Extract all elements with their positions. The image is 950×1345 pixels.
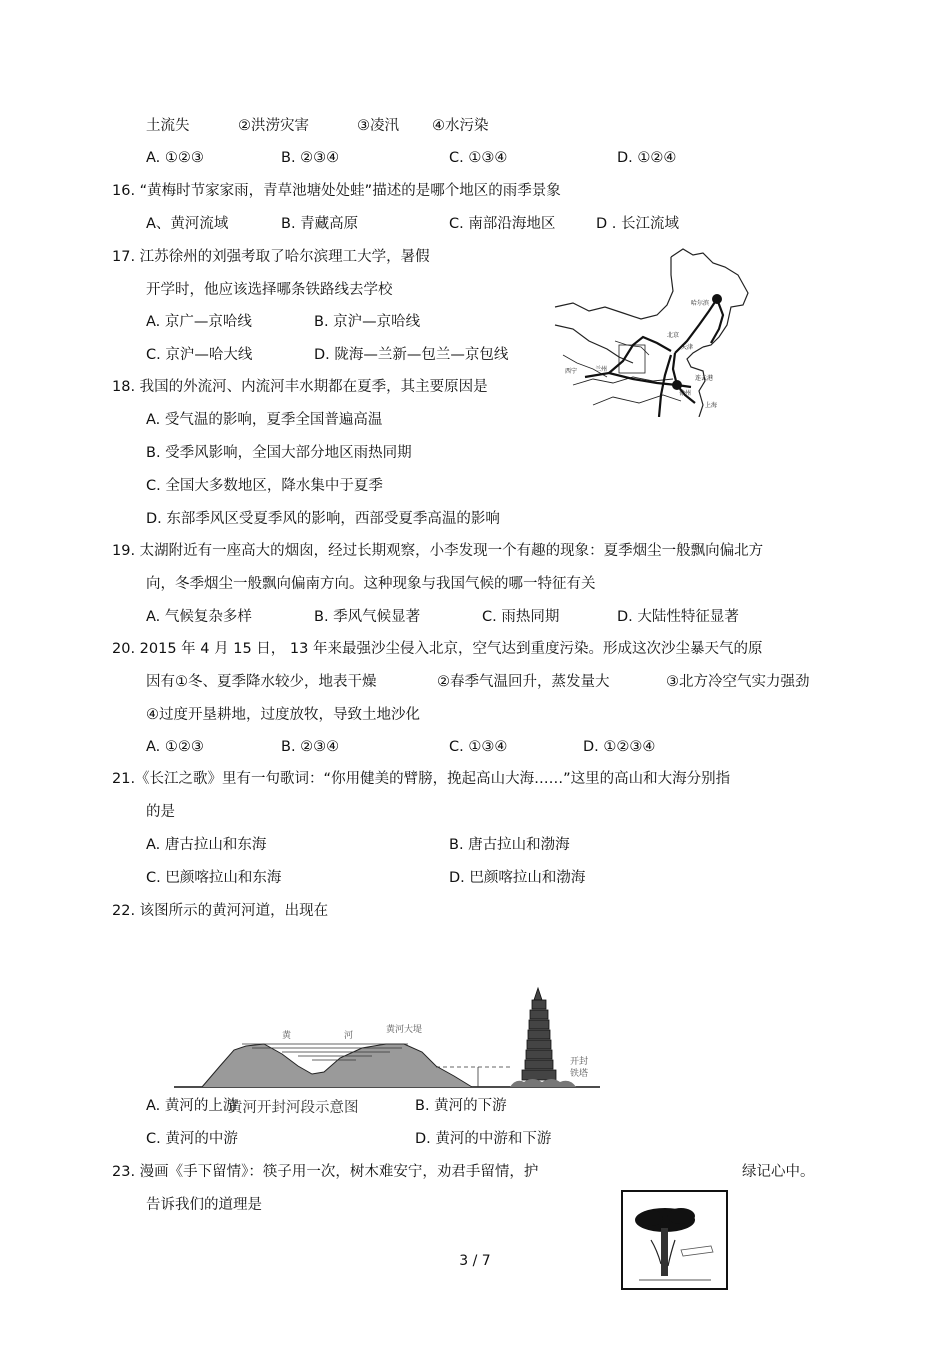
q22-stem: 22. 该图所示的黄河河道，出现在 xyxy=(112,903,329,919)
q15-item-2: ②洪涝灾害 xyxy=(238,118,309,134)
q21-option-c[interactable]: C. 巴颜喀拉山和东海 xyxy=(146,870,282,886)
q16-option-c[interactable]: C. 南部沿海地区 xyxy=(449,216,556,232)
north-border xyxy=(555,257,673,319)
q20-option-c[interactable]: C. ①③④ xyxy=(449,739,508,755)
q16-option-b[interactable]: B. 青藏高原 xyxy=(281,216,359,232)
q21-option-a[interactable]: A. 唐古拉山和东海 xyxy=(146,837,267,853)
coast-line xyxy=(687,347,705,417)
xuzhou-marker xyxy=(672,380,682,390)
q15-item-3: ③凌汛 xyxy=(357,118,399,134)
q17-option-d[interactable]: D. 陇海—兰新—包兰—京包线 xyxy=(314,347,509,363)
railway-map-figure xyxy=(553,245,753,417)
yellow-river-diagram xyxy=(172,986,604,1092)
q15-option-c[interactable]: C. ①③④ xyxy=(449,150,508,166)
q17-option-a[interactable]: A. 京广—京哈线 xyxy=(146,314,252,330)
q23-stem: 23. 漫画《手下留情》：筷子用一次，树木难安宁，劝君手留情，护 xyxy=(112,1164,539,1180)
map-label-lanzhou: 兰州 xyxy=(595,366,608,373)
map-label-beijing: 北京 xyxy=(667,332,680,339)
label-levee: 黄河大堤 xyxy=(386,1025,423,1035)
q22-option-a[interactable]: A. 黄河的上游 xyxy=(146,1098,238,1114)
q23-stem-end: 绿记心中。 xyxy=(742,1164,815,1180)
q20-item-2: ②春季气温回升，蒸发量大 xyxy=(437,674,610,690)
yellow-river-section-figure xyxy=(172,986,604,1092)
q17-stem: 17. 江苏徐州的刘强考取了哈尔滨理工大学，暑假 xyxy=(112,249,430,265)
q16-stem: 16. “黄梅时节家家雨，青草池塘处处蛙”描述的是哪个地区的雨季景象 xyxy=(112,183,561,199)
river-2 xyxy=(593,395,681,405)
q18-stem: 18. 我国的外流河、内流河丰水期都在夏季，其主要原因是 xyxy=(112,379,488,395)
q21-option-d[interactable]: D. 巴颜喀拉山和渤海 xyxy=(449,870,586,886)
riverbed-levee xyxy=(202,1044,472,1087)
q17-option-b[interactable]: B. 京沪—京哈线 xyxy=(314,314,421,330)
map-label-lianyungang: 连云港 xyxy=(695,375,714,382)
cartoon-hands-off-tree xyxy=(621,1190,728,1290)
q17-stem-cont: 开学时，他应该选择哪条铁路线去学校 xyxy=(146,282,393,298)
q18-option-c[interactable]: C. 全国大多数地区，降水集中于夏季 xyxy=(146,478,383,494)
q17-option-c[interactable]: C. 京沪—哈大线 xyxy=(146,347,253,363)
q20-option-d[interactable]: D. ①②③④ xyxy=(583,739,656,755)
q22-option-c[interactable]: C. 黄河的中游 xyxy=(146,1131,238,1147)
q19-option-c[interactable]: C. 雨热同期 xyxy=(482,609,560,625)
railway-jingguang xyxy=(659,355,671,417)
page-number: 3 / 7 xyxy=(459,1253,491,1269)
label-huang: 黄 xyxy=(282,1031,292,1041)
cartoon-figure xyxy=(621,1190,728,1290)
q21-stem: 21.《长江之歌》里有一句歌词：“你用健美的臂膀，挽起高山大海……”这里的高山和大海分别指 xyxy=(112,771,731,787)
q22-option-d[interactable]: D. 黄河的中游和下游 xyxy=(415,1131,552,1147)
q15-option-d[interactable]: D. ①②④ xyxy=(617,150,677,166)
q20-item-1: 因有①冬、夏季降水较少，地表干燥 xyxy=(146,674,377,690)
map-label-xuzhou: 徐州 xyxy=(679,390,692,397)
map-label-xining: 西宁 xyxy=(565,368,578,375)
iron-pagoda xyxy=(522,988,556,1080)
q18-option-a[interactable]: A. 受气温的影响，夏季全国普遍高温 xyxy=(146,412,383,428)
q20-option-a[interactable]: A. ①②③ xyxy=(146,739,204,755)
q15-item-4: ④水污染 xyxy=(432,118,489,134)
q19-option-b[interactable]: B. 季风气候显著 xyxy=(314,609,421,625)
map-label-tianjin: 天津 xyxy=(681,344,694,351)
q21-option-b[interactable]: B. 唐古拉山和渤海 xyxy=(449,837,570,853)
q18-option-b[interactable]: B. 受季风影响，全国大部分地区雨热同期 xyxy=(146,445,412,461)
q18-option-d[interactable]: D. 东部季风区受夏季风的影响，西部受夏季高温的影响 xyxy=(146,511,500,527)
q19-stem: 19. 太湖附近有一座高大的烟囱，经过长期观察，小李发现一个有趣的现象：夏季烟尘一般飘向偏北方 xyxy=(112,543,764,559)
northeast-border xyxy=(671,249,748,347)
q20-item-4: ④过度开垦耕地，过度放牧，导致土地沙化 xyxy=(146,707,420,723)
q20-item-3: ③北方冷空气实力强劲 xyxy=(666,674,810,690)
q16-option-d[interactable]: D . 长江流域 xyxy=(596,216,679,232)
label-kaifeng: 开封 xyxy=(570,1057,589,1067)
label-he: 河 xyxy=(344,1031,354,1041)
q15-option-b[interactable]: B. ②③④ xyxy=(281,150,340,166)
q15-option-a[interactable]: A. ①②③ xyxy=(146,150,204,166)
q19-option-a[interactable]: A. 气候复杂多样 xyxy=(146,609,252,625)
label-tower: 铁塔 xyxy=(570,1069,589,1079)
q23-stem-cont: 告诉我们的道理是 xyxy=(146,1197,262,1213)
q22-option-b[interactable]: B. 黄河的下游 xyxy=(415,1098,507,1114)
q16-option-a[interactable]: A、黄河流域 xyxy=(146,216,229,232)
harbin-marker xyxy=(712,294,722,304)
q20-stem: 20. 2015 年 4 月 15 日， 13 年来最强沙尘侵入北京，空气达到重度污染。形成这次沙尘暴天气的原 xyxy=(112,641,763,657)
yellow-river-caption: 黄河开封河段示意图 xyxy=(228,1100,359,1116)
q21-stem-cont: 的是 xyxy=(146,804,175,820)
china-railway-map xyxy=(553,245,753,417)
q20-option-b[interactable]: B. ②③④ xyxy=(281,739,340,755)
q19-option-d[interactable]: D. 大陆性特征显著 xyxy=(617,609,739,625)
map-label-harbin: 哈尔滨 xyxy=(691,300,710,307)
q19-stem-cont: 向，冬季烟尘一般飘向偏南方向。这种现象与我国气候的哪一特征有关 xyxy=(146,576,596,592)
q15-text: 土流失 xyxy=(146,118,190,134)
map-label-shanghai: 上海 xyxy=(705,402,718,409)
